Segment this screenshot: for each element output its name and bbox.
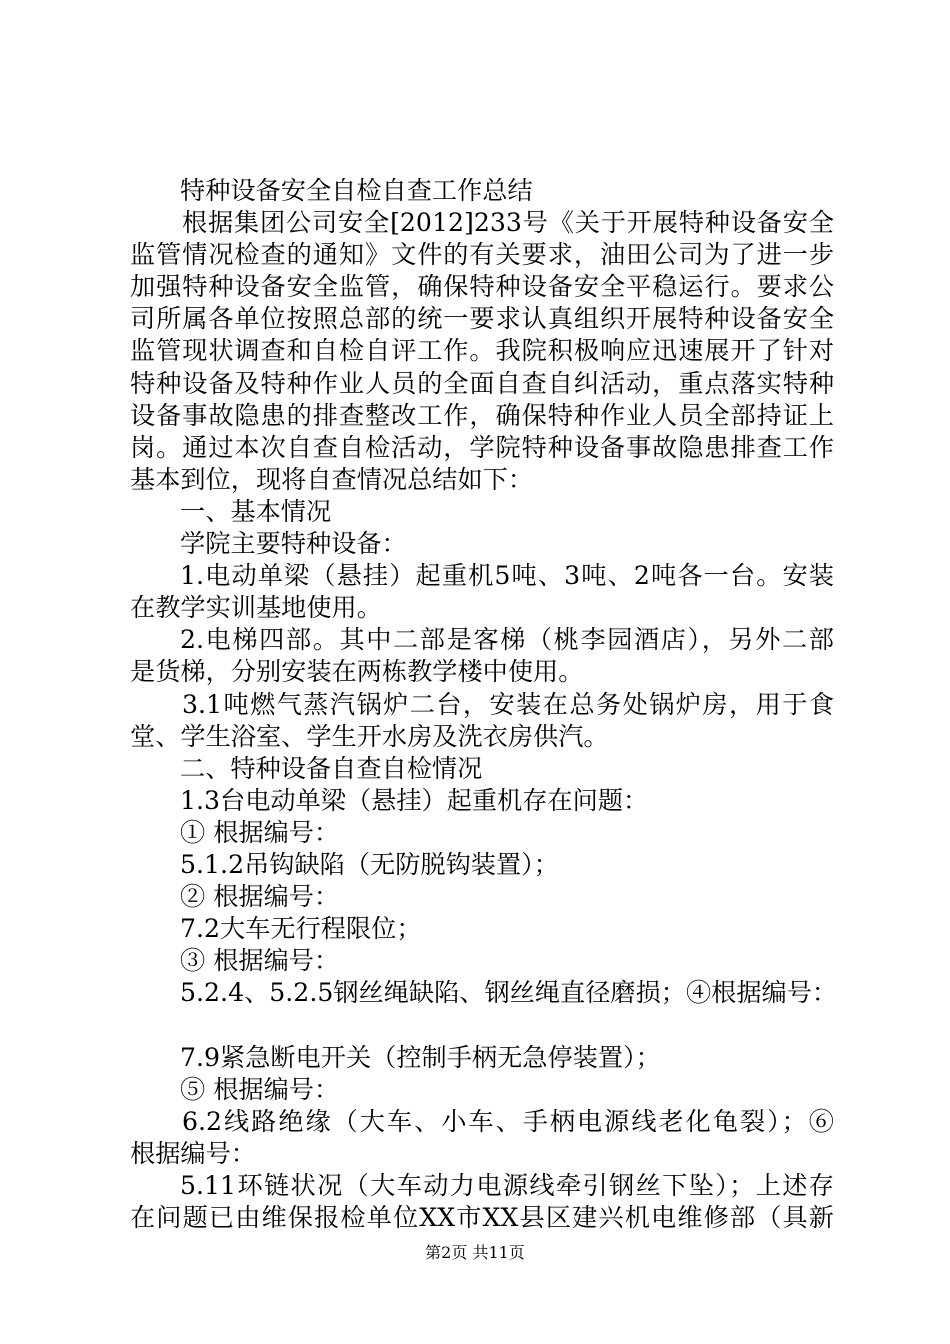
check-label: ③ 根据编号： — [180, 946, 340, 976]
section-heading: 二、特种设备自查自检情况 — [180, 753, 483, 783]
list-item: 1.电动单梁（悬挂）起重机5吨、3吨、2吨各一台。安装 — [180, 561, 834, 591]
intro-line: 基本到位，现将自查情况总结如下： — [130, 464, 533, 494]
paragraph-line: 1.3台电动单梁（悬挂）起重机存在问题： — [180, 785, 649, 815]
intro-line: 特种设备及特种作业人员的全面自查自纠活动，重点落实特种 — [130, 368, 834, 398]
intro-line: 设备事故隐患的排查整改工作，确保特种作业人员全部持证上 — [130, 400, 834, 430]
list-item: 2.电梯四部。其中二部是客梯（桃李园酒店），另外二部 — [180, 625, 834, 655]
document-title: 特种设备安全自检自查工作总结 — [180, 176, 533, 205]
intro-line: 监管现状调查和自检自评工作。我院积极响应迅速展开了针对 — [130, 336, 834, 366]
intro-line: 加强特种设备安全监管，确保特种设备安全平稳运行。要求公 — [130, 272, 834, 302]
check-text: 5.2.4、5.2.5钢丝绳缺陷、钢丝绳直径磨损；④根据编号： — [180, 978, 838, 1008]
page-number: 第2页 共11页 — [425, 1243, 525, 1262]
list-item-continuation: 堂、学生浴室、学生开水房及洗衣房供汽。 — [130, 721, 609, 751]
check-label: ① 根据编号： — [180, 817, 340, 847]
list-item-continuation: 是货梯，分别安装在两栋教学楼中使用。 — [130, 657, 584, 687]
check-text: 5.11环链状况（大车动力电源线牵引钢丝下坠）；上述存 — [180, 1170, 834, 1200]
section-heading: 一、基本情况 — [180, 496, 332, 526]
intro-line: 岗。通过本次自查自检活动，学院特种设备事故隐患排查工作 — [130, 432, 834, 462]
intro-line: 司所属各单位按照总部的统一要求认真组织开展特种设备安全 — [130, 304, 834, 334]
blank-line — [130, 1009, 834, 1041]
check-label: ⑤ 根据编号： — [180, 1074, 340, 1104]
check-text-continuation: 在问题已由维保报检单位XX市XX县区建兴机电维修部（具新 — [130, 1203, 834, 1232]
check-text: 7.9紧急断电开关（控制手柄无急停装置）； — [180, 1042, 661, 1072]
list-item-continuation: 在教学实训基地使用。 — [130, 593, 382, 623]
check-text: 5.1.2吊钩缺陷（无防脱钩装置）； — [180, 849, 559, 879]
intro-line: 监管情况检查的通知》文件的有关要求，油田公司为了进一步 — [130, 240, 834, 270]
paragraph-line: 学院主要特种设备： — [180, 529, 407, 559]
page-footer — [0, 1243, 950, 1263]
check-text-continuation: 根据编号： — [130, 1138, 256, 1168]
list-item: 3.1吨燃气蒸汽锅炉二台，安装在总务处锅炉房，用于食 — [182, 689, 834, 719]
check-text: 6.2线路绝缘（大车、小车、手柄电源线老化龟裂）；⑥ — [182, 1106, 834, 1136]
document-body — [130, 175, 838, 1234]
check-label: ② 根据编号： — [180, 882, 340, 912]
check-text: 7.2大车无行程限位； — [180, 914, 422, 944]
intro-line: 根据集团公司安全[2012]233号《关于开展特种设备安全 — [182, 208, 834, 238]
